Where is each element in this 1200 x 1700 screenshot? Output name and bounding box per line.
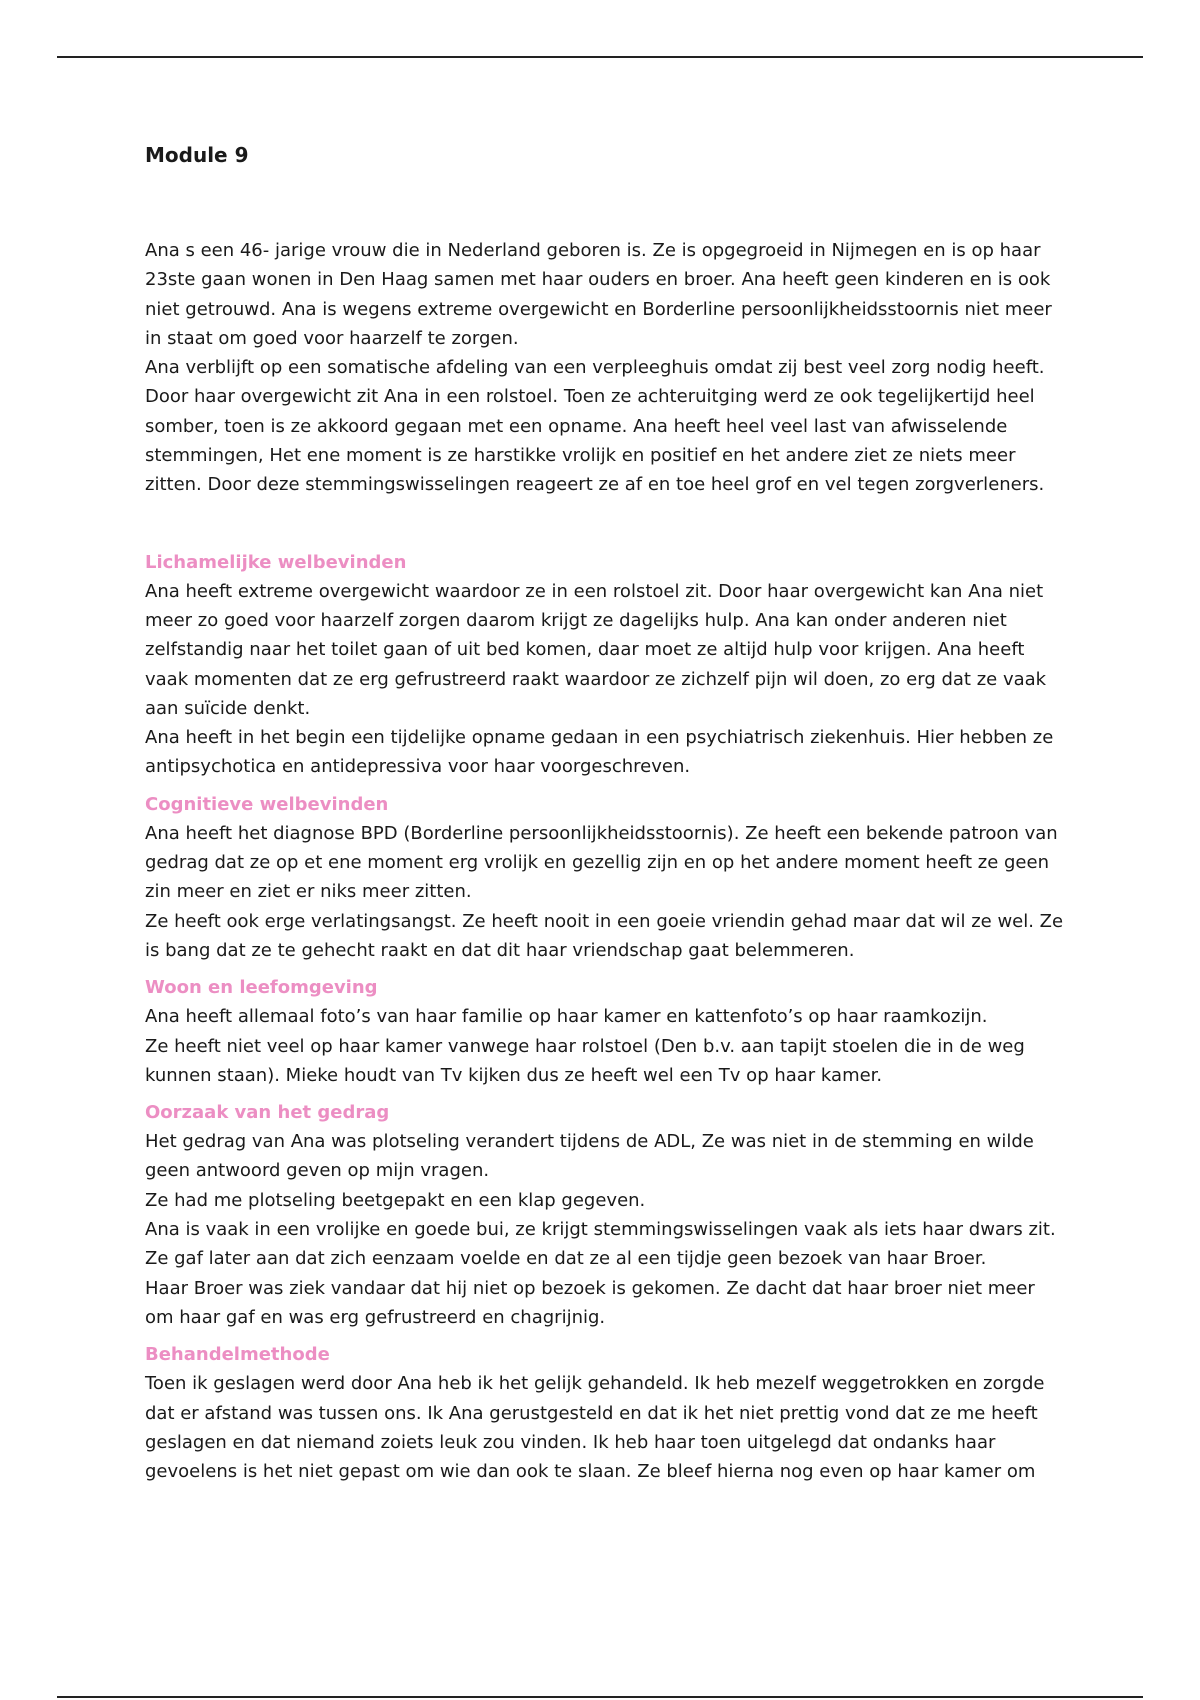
section-lichamelijke-welbevinden bbox=[145, 548, 1065, 782]
section-heading: Behandelmethode bbox=[145, 1344, 330, 1366]
section-paragraph: Ze gaf later aan dat zich eenzaam voelde en dat ze al een tijdje geen bezoek van haar Broer. bbox=[145, 1248, 987, 1270]
intro-paragraph: Ana s een 46- jarige vrouw die in Nederland geboren is. Ze is opgegroeid in Nijmegen en is op haar 23ste gaan wonen in Den Haag samen met haar ouders en broer. Ana heeft geen kinderen en is ook niet getrouwd. Ana is wegens extreme overgewicht en Borderline persoonlijkheidsstoornis niet meer in staat om goed voor haarzelf te zorgen. bbox=[145, 240, 1052, 349]
section-paragraph: Ana heeft extreme overgewicht waardoor ze in een rolstoel zit. Door haar overgewicht kan Ana niet meer zo goed voor haarzelf zorgen daarom krijgt ze dagelijks hulp. Ana kan onder anderen niet zelfstandig naar het toilet gaan of uit bed komen, daar moet ze altijd hulp voor krijgen. Ana heeft vaak momenten dat ze erg gefrustreerd raakt waardoor ze zichzelf pijn wil doen, zo erg dat ze vaak aan suïcide denkt. bbox=[145, 580, 1047, 719]
section-paragraph: Haar Broer was ziek vandaar dat hij niet op bezoek is gekomen. Ze dacht dat haar broer niet meer om haar gaf en was erg gefrustreerd en chagrijnig. bbox=[145, 1277, 1035, 1328]
document-title: Module 9 bbox=[145, 143, 249, 167]
section-paragraph: Ze heeft ook erge verlatingsangst. Ze heeft nooit in een goeie vriendin gehad maar dat wil ze wel. Ze is bang dat ze te gehecht raakt en dat dit haar vriendschap gaat belemmeren. bbox=[145, 910, 1064, 961]
section-heading: Woon en leefomgeving bbox=[145, 977, 378, 999]
bottom-rule bbox=[57, 1696, 1143, 1698]
section-heading: Cognitieve welbevinden bbox=[145, 793, 389, 815]
section-paragraph: Het gedrag van Ana was plotseling verandert tijdens de ADL, Ze was niet in de stemming en wilde geen antwoord geven op mijn vragen. bbox=[145, 1131, 1034, 1182]
document-page bbox=[145, 140, 1065, 1486]
section-oorzaak-van-het-gedrag bbox=[145, 1098, 1065, 1332]
intro-paragraph: Ana verblijft op een somatische afdeling van een verpleeghuis omdat zij best veel zorg nodig heeft. Door haar overgewicht zit Ana in een rolstoel. Toen ze achteruitging werd ze ook tegelijkertijd heel somber, toen is ze akkoord gegaan met een opname. Ana heeft heel veel last van afwisselende stemmingen, Het ene moment is ze harstikke vrolijk en positief en het andere ziet ze niets meer zitten. Door deze stemmingswisselingen reageert ze af en toe heel grof en vel tegen zorgverleners. bbox=[145, 357, 1045, 496]
section-paragraph: Ze had me plotseling beetgepakt en een klap gegeven. bbox=[145, 1189, 646, 1211]
section-paragraph: Ze heeft niet veel op haar kamer vanwege haar rolstoel (Den b.v. aan tapijt stoelen die in de weg kunnen staan). Mieke houdt van Tv kijken dus ze heeft wel een Tv op haar kamer. bbox=[145, 1035, 1025, 1086]
section-heading: Lichamelijke welbevinden bbox=[145, 551, 407, 573]
section-paragraph: Ana heeft het diagnose BPD (Borderline persoonlijkheidsstoornis). Ze heeft een bekende patroon van gedrag dat ze op et ene moment erg vrolijk en gezellig zijn en op het andere moment heeft ze geen zin meer en ziet er niks meer zitten. bbox=[145, 822, 1058, 903]
section-cognitieve-welbevinden bbox=[145, 790, 1065, 965]
section-paragraph: Ana heeft in het begin een tijdelijke opname gedaan in een psychiatrisch ziekenhuis. Hier hebben ze antipsychotica en antidepressiva voor haar voorgeschreven. bbox=[145, 727, 1054, 778]
section-heading: Oorzaak van het gedrag bbox=[145, 1102, 390, 1124]
section-paragraph: Ana is vaak in een vrolijke en goede bui, ze krijgt stemmingswisselingen vaak als iets haar dwars zit. bbox=[145, 1219, 1056, 1241]
section-paragraph: Ana heeft allemaal foto’s van haar familie op haar kamer en kattenfoto’s op haar raamkozijn. bbox=[145, 1006, 988, 1028]
section-paragraph: Toen ik geslagen werd door Ana heb ik het gelijk gehandeld. Ik heb mezelf weggetrokken en zorgde dat er afstand was tussen ons. Ik Ana gerustgesteld en dat ik het niet prettig vond dat ze me heeft geslagen en dat niemand zoiets leuk zou vinden. Ik heb haar toen uitgelegd dat ondanks haar gevoelens is het niet gepast om wie dan ook te slaan. Ze bleef hierna nog even op haar kamer om bbox=[145, 1373, 1045, 1483]
section-woon-en-leefomgeving bbox=[145, 973, 1065, 1090]
top-rule bbox=[57, 56, 1143, 58]
section-behandelmethode bbox=[145, 1340, 1065, 1486]
intro-block bbox=[145, 236, 1065, 500]
